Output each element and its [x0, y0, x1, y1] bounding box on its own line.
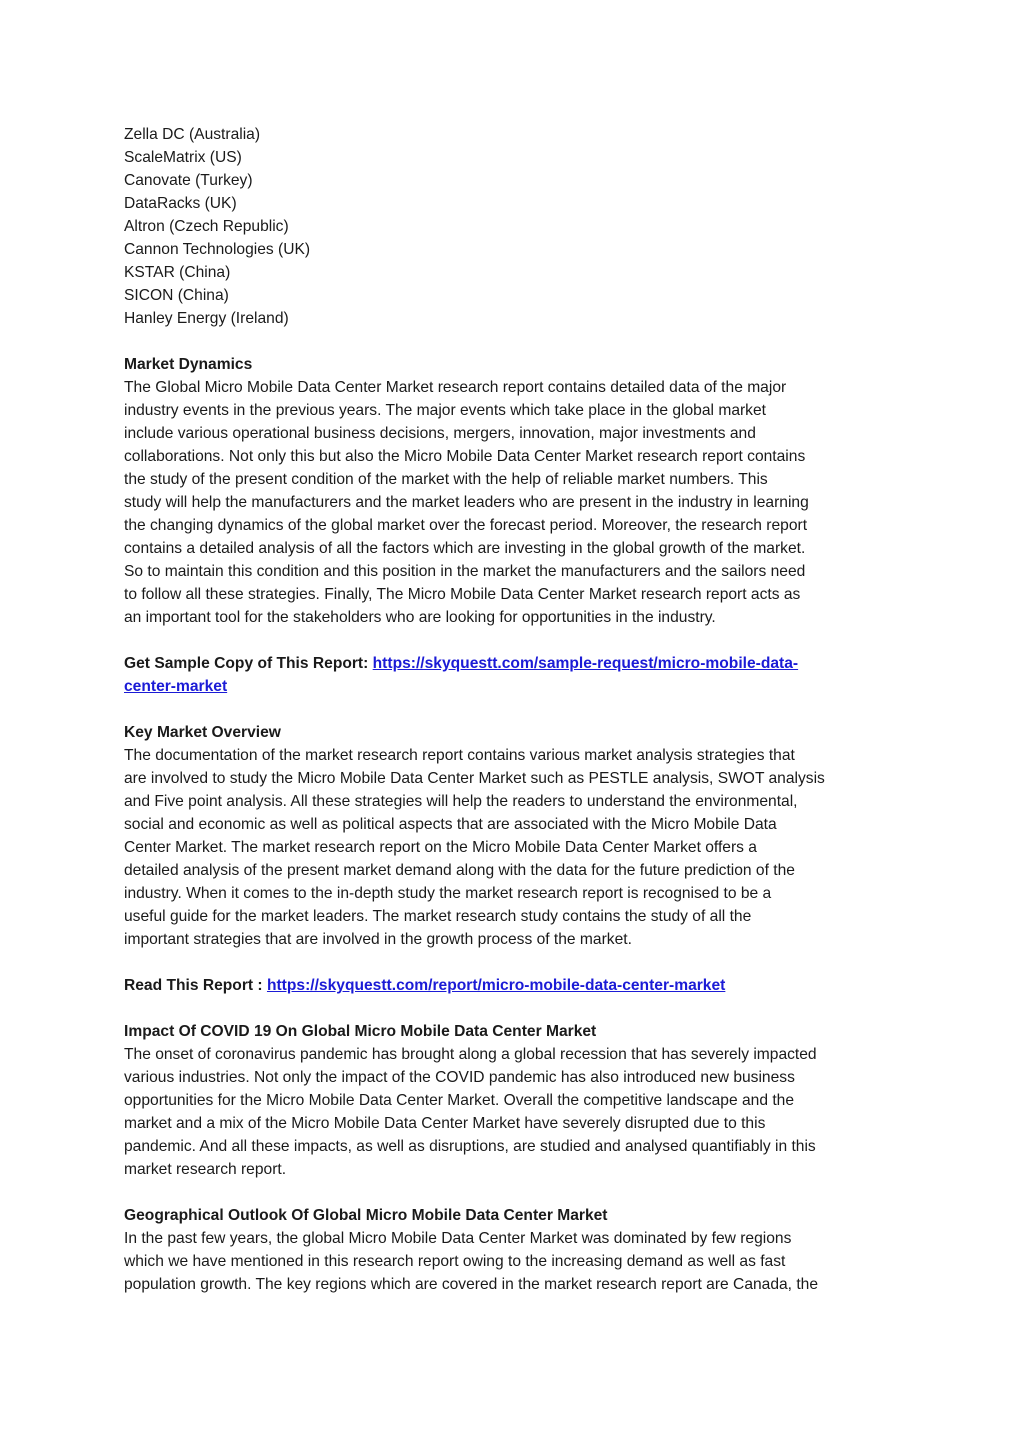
paragraph-line: which we have mentioned in this research report owing to the increasing demand as well as fast — [124, 1253, 786, 1270]
paragraph-line: various industries. Not only the impact of the COVID pandemic has also introduced new business — [124, 1069, 795, 1086]
paragraph-line: opportunities for the Micro Mobile Data Center Market. Overall the competitive landscape and the — [124, 1092, 794, 1109]
sample-copy-section — [124, 652, 914, 698]
paragraph-line: industry events in the previous years. The major events which take place in the global market — [124, 402, 766, 419]
covid-impact-section — [124, 1020, 914, 1181]
company-item: DataRacks (UK) — [124, 195, 237, 212]
paragraph-line: So to maintain this condition and this position in the market the manufacturers and the sailors need — [124, 563, 806, 580]
paragraph-line: detailed analysis of the present market demand along with the data for the future prediction of the — [124, 862, 795, 879]
company-item: KSTAR (China) — [124, 264, 231, 281]
company-list — [124, 123, 914, 330]
market-dynamics-section — [124, 353, 914, 629]
paragraph-line: include various operational business decisions, mergers, innovation, major investments and — [124, 425, 756, 442]
paragraph-line: useful guide for the market leaders. The market research study contains the study of all the — [124, 908, 752, 925]
paragraph-line: contains a detailed analysis of all the factors which are investing in the global growth of the market. — [124, 540, 806, 557]
section-paragraph — [124, 1043, 914, 1181]
section-paragraph — [124, 1227, 914, 1296]
paragraph-line: In the past few years, the global Micro Mobile Data Center Market was dominated by few regions — [124, 1230, 792, 1247]
paragraph-line: market research report. — [124, 1161, 287, 1178]
paragraph-line: an important tool for the stakeholders who are looking for opportunities in the industry. — [124, 609, 716, 626]
paragraph-line: the study of the present condition of the market with the help of reliable market numbers. This — [124, 471, 768, 488]
section-heading: Key Market Overview — [124, 724, 281, 741]
read-report-link[interactable]: https://skyquestt.com/report/micro-mobile-data-center-market — [266, 977, 726, 994]
company-item: Canovate (Turkey) — [124, 172, 253, 189]
paragraph-line: the changing dynamics of the global market over the forecast period. Moreover, the research report — [124, 517, 808, 534]
company-item: Zella DC (Australia) — [124, 126, 261, 143]
paragraph-line: pandemic. And all these impacts, as well as disruptions, are studied and analysed quantifiably in this — [124, 1138, 816, 1155]
paragraph-line: The documentation of the market research report contains various market analysis strategies that — [124, 747, 795, 764]
paragraph-line: The onset of coronavirus pandemic has brought along a global recession that has severely impacted — [124, 1046, 817, 1063]
paragraph-line: The Global Micro Mobile Data Center Market research report contains detailed data of the major — [124, 379, 787, 396]
sample-request-link-continued[interactable]: center-market — [124, 678, 228, 695]
paragraph-line: population growth. The key regions which are covered in the market research report are Canada, the — [124, 1276, 819, 1293]
read-report-line — [124, 974, 914, 997]
paragraph-line: industry. When it comes to the in-depth study the market research report is recognised to be a — [124, 885, 772, 902]
paragraph-line: market and a mix of the Micro Mobile Data Center Market have severely disrupted due to this — [124, 1115, 766, 1132]
sample-copy-line-2 — [124, 675, 914, 698]
paragraph-line: and Five point analysis. All these strategies will help the readers to understand the environmental, — [124, 793, 798, 810]
company-item: ScaleMatrix (US) — [124, 149, 242, 166]
paragraph-line: collaborations. Not only this but also the Micro Mobile Data Center Market research report contains — [124, 448, 806, 465]
section-heading: Market Dynamics — [124, 356, 253, 373]
company-item: SICON (China) — [124, 287, 229, 304]
key-overview-section — [124, 721, 914, 951]
company-item: Hanley Energy (Ireland) — [124, 310, 289, 327]
paragraph-line: are involved to study the Micro Mobile Data Center Market such as PESTLE analysis, SWOT analysis — [124, 770, 825, 787]
section-paragraph — [124, 744, 914, 951]
paragraph-line: social and economic as well as political aspects that are associated with the Micro Mobile Data — [124, 816, 777, 833]
read-report-label: Read This Report : — [124, 977, 267, 994]
document-page — [124, 123, 914, 1296]
company-item: Cannon Technologies (UK) — [124, 241, 311, 258]
paragraph-line: important strategies that are involved in the growth process of the market. — [124, 931, 632, 948]
section-paragraph — [124, 376, 914, 629]
sample-request-link[interactable]: https://skyquestt.com/sample-request/micro-mobile-data- — [372, 655, 799, 672]
paragraph-line: study will help the manufacturers and the market leaders who are present in the industry in learning — [124, 494, 809, 511]
section-heading: Geographical Outlook Of Global Micro Mobile Data Center Market — [124, 1207, 608, 1224]
sample-copy-line — [124, 652, 914, 675]
paragraph-line: Center Market. The market research report on the Micro Mobile Data Center Market offers a — [124, 839, 757, 856]
paragraph-line: to follow all these strategies. Finally, The Micro Mobile Data Center Market research report acts as — [124, 586, 801, 603]
sample-copy-label: Get Sample Copy of This Report: — [124, 655, 373, 672]
section-heading: Impact Of COVID 19 On Global Micro Mobile Data Center Market — [124, 1023, 597, 1040]
geo-outlook-section — [124, 1204, 914, 1296]
company-item: Altron (Czech Republic) — [124, 218, 289, 235]
read-report-section — [124, 974, 914, 997]
